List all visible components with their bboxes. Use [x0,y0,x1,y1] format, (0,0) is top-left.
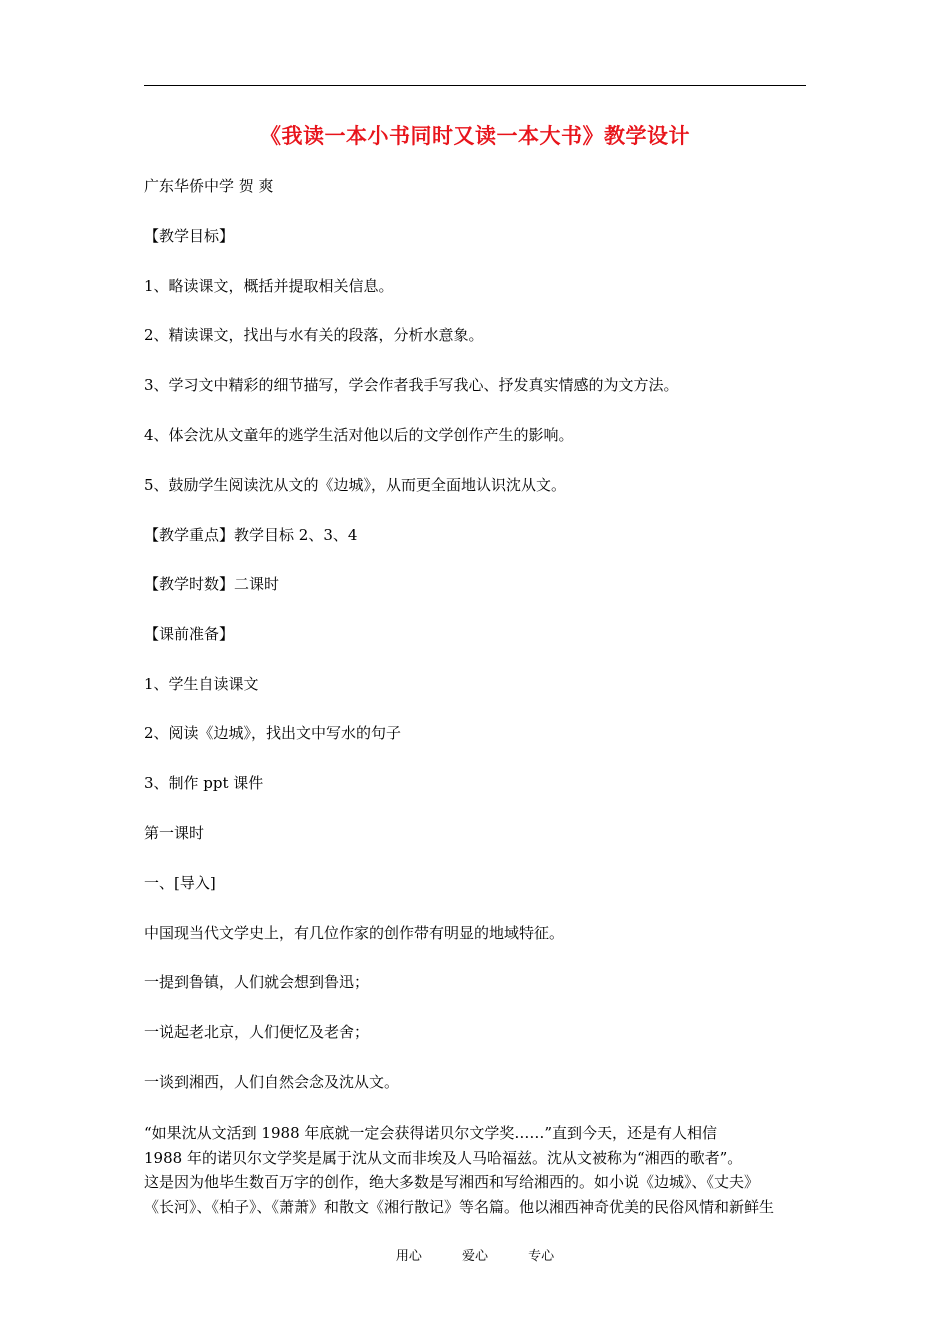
paragraph-line: 这是因为他毕生数百万字的创作，绝大多数是写湘西和写给湘西的。如小说《边城》、《丈夫》 [144,1173,760,1191]
text-line: 中国现当代文学史上，有几位作家的创作带有明显的地域特征。 [144,924,565,942]
text-line: 1、略读课文，概括并提取相关信息。 [144,277,394,295]
text-line: 一说起老北京，人们便忆及老舍； [144,1023,370,1041]
text-line: 1、学生自读课文 [144,675,259,693]
text-line: 3、学习文中精彩的细节描写，学会作者我手写我心、抒发真实情感的为文方法。 [144,376,679,394]
text-line: 3、制作 ppt 课件 [144,774,264,792]
text-line: 5、鼓励学生阅读沈从文的《边城》，从而更全面地认识沈从文。 [144,476,567,494]
header-rule [144,85,806,86]
page-footer [0,1248,950,1266]
text-line: 一提到鲁镇，人们就会想到鲁迅； [144,973,370,991]
footer-item: 专心 [528,1249,555,1264]
paragraph-line: 《长河》、《柏子》、《萧萧》和散文《湘行散记》等名篇。他以湘西神奇优美的民俗风情和新鲜生 [144,1197,775,1216]
text-line: 【教学目标】 [144,227,235,245]
text-line: 一谈到湘西，人们自然会念及沈从文。 [144,1073,400,1091]
body-paragraph [144,1121,806,1219]
text-line: 第一课时 [144,824,205,842]
text-line: 【教学重点】教学目标 2、3、4 [144,526,358,544]
footer-item: 爱心 [461,1249,488,1264]
text-line: 【课前准备】 [144,625,235,643]
text-line: 2、精读课文，找出与水有关的段落，分析水意象。 [144,326,484,344]
text-line: 一、[导入] [144,874,216,892]
text-line: 4、体会沈从文童年的逃学生活对他以后的文学创作产生的影响。 [144,426,574,444]
document-title: 《我读一本小书同时又读一本大书》教学设计 [260,123,690,148]
footer-item: 用心 [395,1249,422,1264]
paragraph-line: “如果沈从文活到 1988 年底就一定会获得诺贝尔文学奖……”直到今天，还是有人相信 [144,1124,718,1142]
paragraph-line: 1988 年的诺贝尔文学奖是属于沈从文而非埃及人马哈福兹。沈从文被称为“湘西的歌者”。 [144,1148,743,1167]
text-line: 【教学时数】二课时 [144,575,280,593]
author-line: 广东华侨中学 贺 爽 [144,177,274,195]
text-line: 2、阅读《边城》，找出文中写水的句子 [144,724,402,742]
